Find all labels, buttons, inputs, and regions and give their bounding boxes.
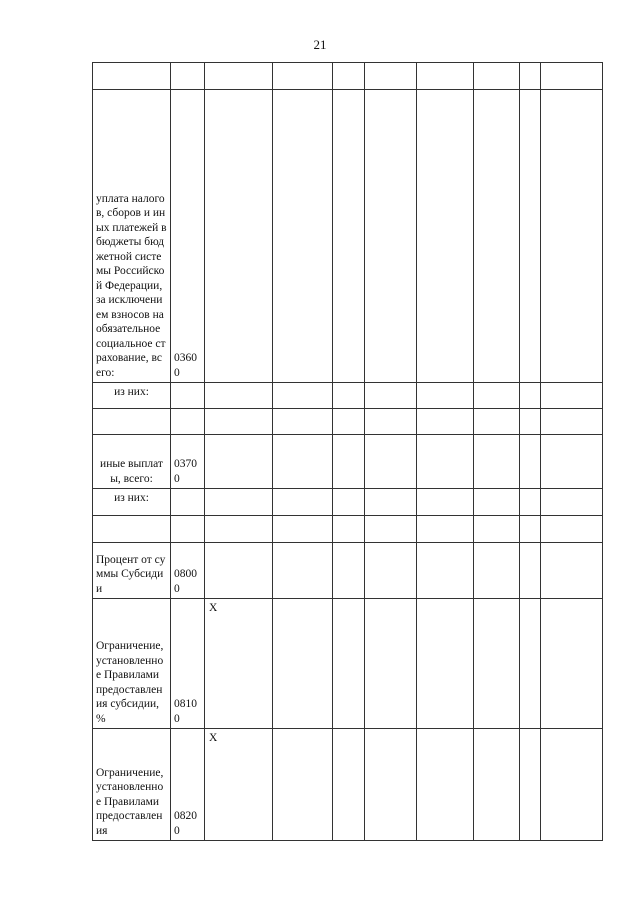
table-cell [333,543,365,599]
table-cell [474,435,520,489]
row-mark: X [205,729,273,841]
page-number: 21 [313,37,327,52]
table-cell [333,729,365,841]
table-cell [417,543,474,599]
table-cell [171,63,205,90]
row-code: 03600 [171,90,205,383]
table-cell [333,63,365,90]
row-name: иные выплаты, всего: [93,435,171,489]
row-mark [205,409,273,435]
table-header-row [93,63,603,90]
table-cell [520,409,541,435]
table-cell [541,63,603,90]
table-cell [520,516,541,543]
table-cell [474,489,520,516]
table-cell [541,543,603,599]
table-cell [333,409,365,435]
row-mark [205,543,273,599]
table-cell [474,543,520,599]
table-cell [417,729,474,841]
row-name [93,409,171,435]
row-mark [205,435,273,489]
table-cell [520,435,541,489]
table-cell [365,63,417,90]
row-code: 03700 [171,435,205,489]
report-table [92,62,603,841]
row-mark [205,489,273,516]
table-cell [520,63,541,90]
table-cell [333,516,365,543]
table-cell [417,409,474,435]
row-name: из них: [93,489,171,516]
row-mark [205,516,273,543]
table-cell [520,543,541,599]
table-cell [417,90,474,383]
table-cell [417,63,474,90]
table-cell [541,435,603,489]
table-cell [365,516,417,543]
row-mark [205,383,273,409]
table-row [93,516,603,543]
table-cell [333,90,365,383]
table-cell [417,599,474,729]
table-cell [273,409,333,435]
table-cell [273,489,333,516]
table-cell [365,489,417,516]
table-cell [273,599,333,729]
table-cell [273,63,333,90]
table-cell [474,90,520,383]
table-cell [273,516,333,543]
row-code: 08200 [171,729,205,841]
table-cell [520,599,541,729]
table-cell [205,63,273,90]
row-code [171,516,205,543]
table-cell [520,489,541,516]
table-cell [333,435,365,489]
table-cell [333,489,365,516]
row-name: Процент от суммы Субсидии [93,543,171,599]
table-cell [541,409,603,435]
table-cell [273,383,333,409]
table-cell [474,599,520,729]
row-mark [205,90,273,383]
table-cell [520,90,541,383]
row-code [171,489,205,516]
table-cell [474,409,520,435]
table-cell [365,599,417,729]
table-row [93,383,603,409]
table-cell [474,63,520,90]
table-cell [365,543,417,599]
table-cell [333,599,365,729]
row-name: из них: [93,383,171,409]
table-row [93,435,603,489]
table-cell [541,599,603,729]
table-cell [417,383,474,409]
table-cell [365,729,417,841]
table-cell [333,383,365,409]
table-cell [417,489,474,516]
table-cell [365,435,417,489]
table-row [93,599,603,729]
table-cell [417,435,474,489]
table-cell [365,409,417,435]
table-row [93,489,603,516]
row-name: Ограничение, установленное Правилами предоставления субсидии, % [93,599,171,729]
table-cell [541,489,603,516]
table-cell [365,383,417,409]
table-row [93,729,603,841]
table-cell [520,729,541,841]
table-cell [365,90,417,383]
table-cell [474,729,520,841]
row-name [93,516,171,543]
table-cell [541,729,603,841]
table-row [93,409,603,435]
table-cell [520,383,541,409]
row-code: 08000 [171,543,205,599]
table-cell [541,516,603,543]
table-row [93,90,603,383]
row-code: 08100 [171,599,205,729]
table-cell [273,435,333,489]
row-name: уплата налогов, сборов и иных платежей в бюджеты бюджетной системы Российской Федерации, за исключением взносов на обязательное социальное страхование, всего: [93,90,171,383]
table-cell [474,516,520,543]
table-cell [273,90,333,383]
row-name: Ограничение, установленное Правилами предоставления [93,729,171,841]
row-code [171,409,205,435]
table-cell [273,729,333,841]
row-code [171,383,205,409]
table-cell [474,383,520,409]
row-mark: X [205,599,273,729]
table-row [93,543,603,599]
table-cell [93,63,171,90]
table-cell [273,543,333,599]
table-cell [541,90,603,383]
table-cell [417,516,474,543]
table-cell [541,383,603,409]
